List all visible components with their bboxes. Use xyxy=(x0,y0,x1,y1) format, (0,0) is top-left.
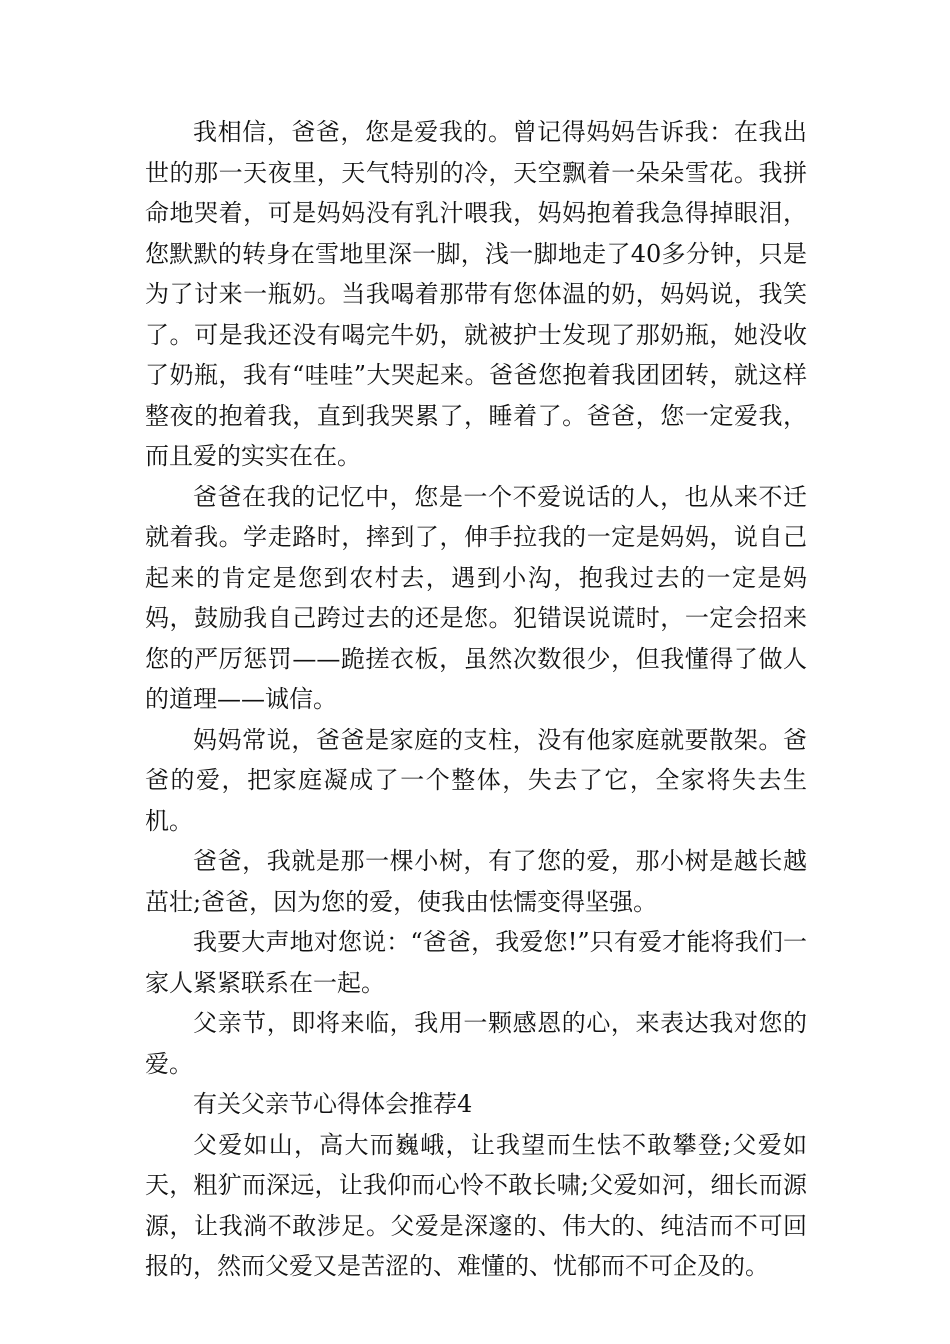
paragraph-fatherly-love: 父爱如山，高大而巍峨，让我望而生怯不敢攀登;父爱如天，粗犷而深远，让我仰而心怜不敢长啸;父爱如河，细长而源源，让我淌不敢涉足。父爱是深邃的、伟大的、纯洁而不可回报的，然而父爱又是苦涩的、难懂的、忧郁而不可企及的。 xyxy=(145,1130,807,1280)
paragraph-family-pillar: 妈妈常说，爸爸是家庭的支柱，没有他家庭就要散架。爸爸的爱，把家庭凝成了一个整体，失去了它，全家将失去生机。 xyxy=(145,725,807,835)
paragraph-fathers-day: 父亲节，即将来临，我用一颗感恩的心，来表达我对您的爱。 xyxy=(145,1009,807,1078)
paragraph-i-love-you: 我要大声地对您说：“爸爸，我爱您!”只有爱才能将我们一家人紧紧联系在一起。 xyxy=(145,928,807,997)
paragraph-birth-story: 我相信，爸爸，您是爱我的。曾记得妈妈告诉我：在我出世的那一天夜里，天气特别的冷，天空飘着一朵朵雪花。我拼命地哭着，可是妈妈没有乳汁喂我，妈妈抱着我急得掉眼泪，您默默的转身在雪地里深一脚，浅一脚地走了40多分钟，只是为了讨来一瓶奶。当我喝着那带有您体温的奶，妈妈说，我笑了。可是我还没有喝完牛奶，就被护士发现了那奶瓶，她没收了奶瓶，我有“哇哇”大哭起来。爸爸您抱着我团团转，就这样整夜的抱着我，直到我哭累了，睡着了。爸爸，您一定爱我，而且爱的实实在在。 xyxy=(145,118,807,470)
document-page xyxy=(145,112,807,1287)
paragraph-memory: 爸爸在我的记忆中，您是一个不爱说话的人，也从来不迁就着我。学走路时，摔到了，伸手拉我的一定是妈妈，说自己起来的肯定是您到农村去，遇到小沟，抱我过去的一定是妈妈，鼓励我自己跨过去的还是您。犯错误说谎时，一定会招来您的严厉惩罚——跪搓衣板，虽然次数很少，但我懂得了做人的道理——诚信。 xyxy=(145,482,807,713)
section-heading: 有关父亲节心得体会推荐4 xyxy=(193,1090,473,1118)
paragraph-little-tree: 爸爸，我就是那一棵小树，有了您的爱，那小树是越长越茁壮;爸爸，因为您的爱，使我由怯懦变得坚强。 xyxy=(145,847,807,916)
